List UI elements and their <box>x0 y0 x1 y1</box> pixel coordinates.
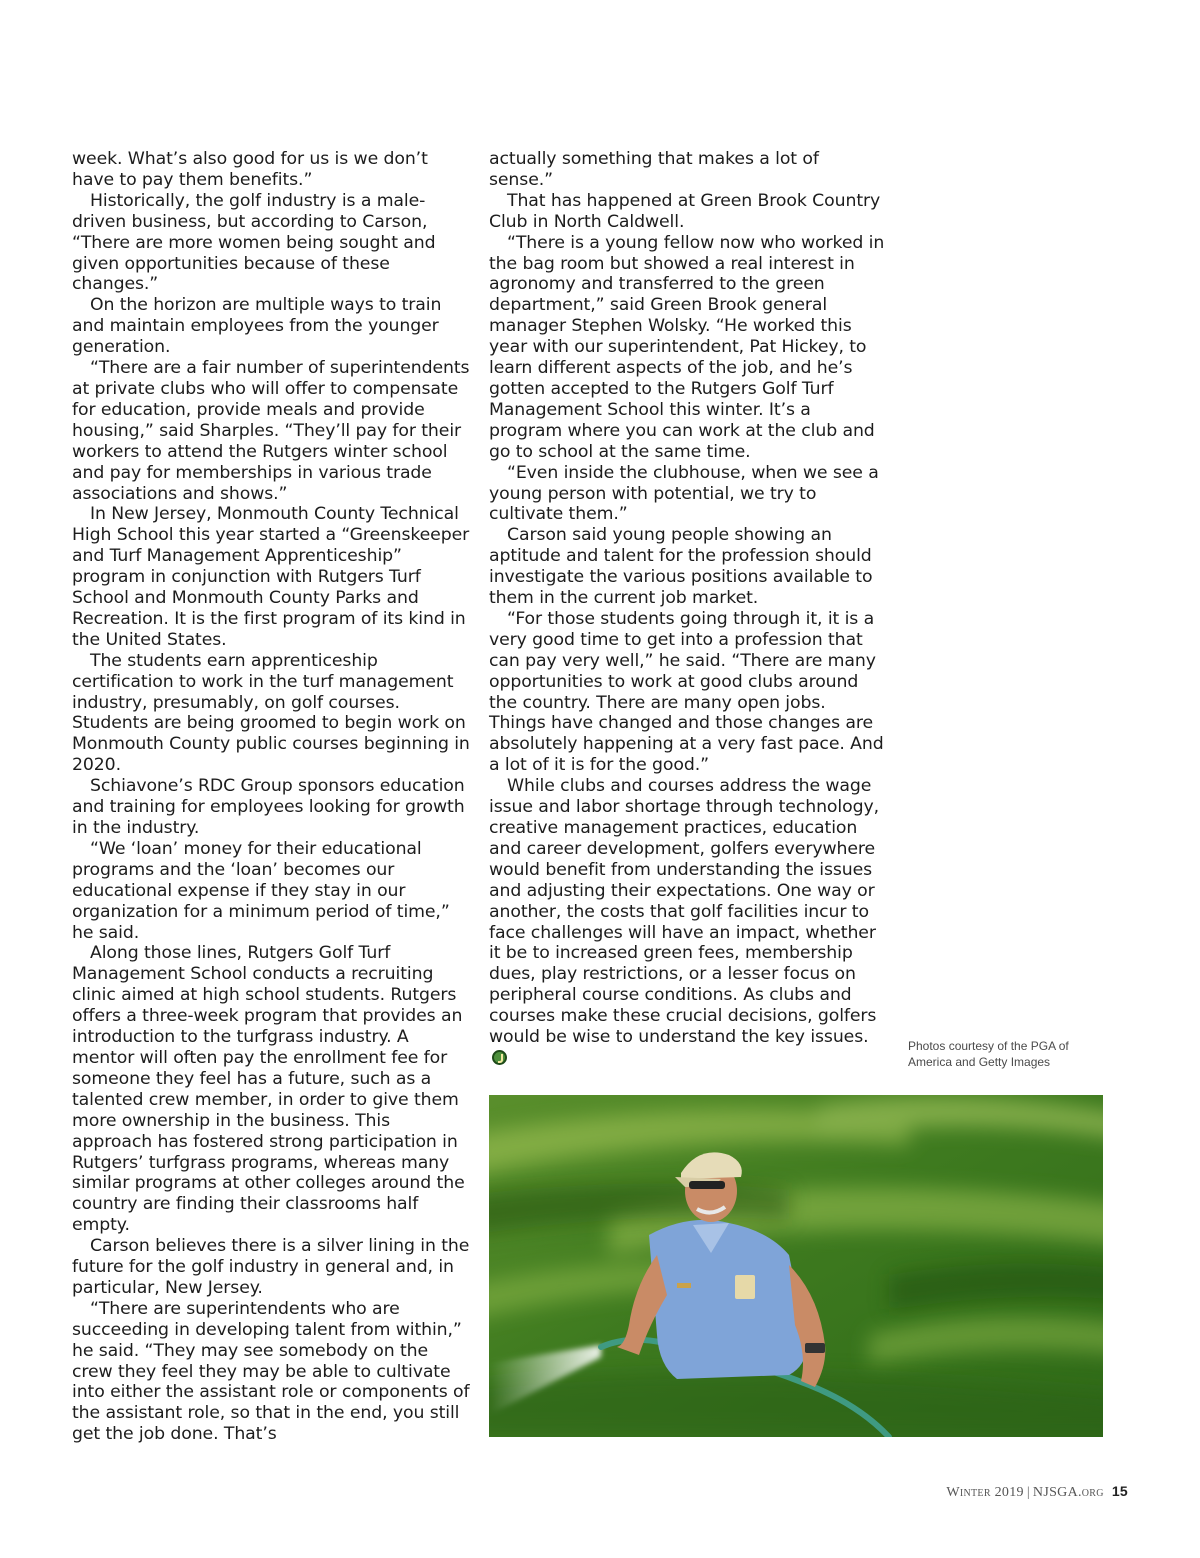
paragraph-text: “There is a young fellow now who worked in the bag room but showed a real interest in agronomy and transferred to the green department,” said Green Brook general manager Stephen Wolsky. “He worked this year with our superintendent, Pat Hickey, to learn different aspects of the job, and he’s gotten accepted to the Rutgers Golf Turf Management School this winter. It’s a program where you can work at the club and go to school at the same time. <box>489 232 885 462</box>
paragraph-text: “We ‘loan’ money for their educational programs and the ‘loan’ becomes our educational expense if they stay in our organization for a minimum period of time,” he said. <box>72 838 450 943</box>
paragraph-text: Carson believes there is a silver lining in the future for the golf industry in general and, in particular, New Jersey. <box>72 1236 470 1298</box>
paragraph-text: “Even inside the clubhouse, when we see a young person with potential, we try to cultivate them.” <box>489 462 879 525</box>
paragraph-text: That has happened at Green Brook Country Club in North Caldwell. <box>489 190 881 232</box>
article-paragraph <box>72 295 470 358</box>
njsga-logo-icon <box>492 1050 507 1065</box>
groundskeeper-photo <box>489 1095 1103 1437</box>
paragraph-text: On the horizon are multiple ways to train and maintain employees from the younger generation. <box>72 295 442 358</box>
paragraph-text: actually something that makes a lot of sense.” <box>489 149 819 190</box>
article-paragraph <box>489 233 887 463</box>
article-paragraph <box>72 651 470 776</box>
article-paragraph <box>489 149 887 191</box>
article-paragraph <box>72 839 470 944</box>
paragraph-text: Carson said young people showing an aptitude and talent for the profession should investigate the various positions available to them in the current job market. <box>489 525 873 609</box>
page-number: 15 <box>1111 1483 1128 1499</box>
footer-issue: Winter 2019 <box>946 1485 1024 1500</box>
paragraph-text: While clubs and courses address the wage issue and labor shortage through technology, creative management practices, education and career development, golfers everywhere would benefit from understanding the issues and adjusting their expectations. One way or another, the costs that golf facilities incur to face challenges will have an impact, whether it be to increased green fees, membership dues, play restrictions, or a lesser focus on peripheral course conditions. As clubs and courses make these crucial decisions, golfers would be wise to understand the key issues. <box>489 776 879 1048</box>
article-paragraph <box>489 609 887 776</box>
page-footer <box>946 1483 1128 1501</box>
paragraph-text: In New Jersey, Monmouth County Technical High School this year started a “Greenskeeper and Turf Management Apprenticeship” program in conjunction with Rutgers Turf School and Monmouth County Parks and Recreation. It is the first program of its kind in the United States. <box>72 504 470 650</box>
paragraph-text: “There are superintendents who are succeeding in developing talent from within,” he said. “They may see somebody on the crew they feel they may be able to cultivate into either the assistant role or components of the assistant role, so that in the end, you still get the job done. That’s <box>72 1298 470 1445</box>
paragraph-text: “For those students going through it, it is a very good time to get into a profession that can pay very well,” he said. “There are many opportunities to work at good clubs around the country. There are many open jobs. Things have changed and those changes are absolutely happening at a very fast pace. And a lot of it is for the good.” <box>489 608 884 776</box>
article-column-right <box>489 149 887 1069</box>
article-paragraph <box>72 358 470 504</box>
article-paragraph <box>72 191 470 296</box>
footer-site: NJSGA.org <box>1032 1485 1104 1500</box>
paragraph-text: Schiavone’s RDC Group sponsors education and training for employees looking for growth in the industry. <box>72 776 465 838</box>
footer-separator: | <box>1026 1485 1030 1500</box>
paragraph-text: “There are a fair number of superintendents at private clubs who will offer to compensate for education, provide meals and provide housing,” said Sharples. “They’ll pay for their workers to attend the Rutgers winter school and pay for memberships in various trade associations and shows.” <box>72 358 470 504</box>
article-paragraph <box>72 776 470 839</box>
photo-caption: Photos courtesy of the PGA of America and Getty Images <box>908 1039 1069 1069</box>
article-column-left <box>72 149 470 1445</box>
article-paragraph <box>72 1299 470 1445</box>
article-paragraph <box>72 149 470 191</box>
paragraph-text: Historically, the golf industry is a male-driven business, but according to Carson, “There are more women being sought and given opportunities because of these changes.” <box>72 190 436 295</box>
article-paragraph <box>489 776 887 1069</box>
article-paragraph <box>72 504 470 650</box>
article-paragraph <box>72 1236 470 1299</box>
paragraph-text: week. What’s also good for us is we don’t have to pay them benefits.” <box>72 149 428 190</box>
article-paragraph <box>72 943 470 1236</box>
article-paragraph <box>489 191 887 233</box>
paragraph-text: Along those lines, Rutgers Golf Turf Management School conducts a recruiting clinic aimed at high school students. Rutgers offers a three-week program that provides an introduction to the turfgrass industry. A mentor will often pay the enrollment fee for someone they feel has a future, such as a talented crew member, in order to give them more ownership in the business. This approach has fostered strong participation in Rutgers’ turfgrass programs, whereas many similar programs at other colleges around the country are finding their classrooms half empty. <box>72 943 465 1236</box>
article-paragraph <box>489 525 887 609</box>
article-paragraph <box>489 463 887 526</box>
paragraph-text: The students earn apprenticeship certification to work in the turf management industry, presumably, on golf courses. Students are being groomed to begin work on Monmouth County public courses beginning in 2020. <box>72 650 470 776</box>
